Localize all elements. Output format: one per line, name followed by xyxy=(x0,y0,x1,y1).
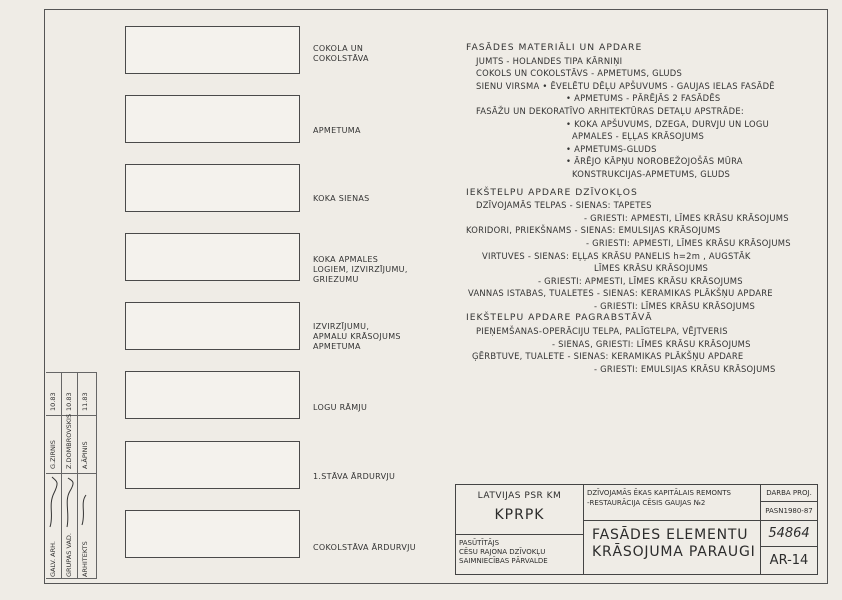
signature-role: GRUPAS VAD. xyxy=(65,532,73,577)
swatch-label: COKOLA UN COKOLSTĀVA xyxy=(313,44,369,63)
notes-line: DZĪVOJAMĀS TELPAS - SIENAS: TAPETES xyxy=(476,200,652,211)
project-line: DZĪVOJAMĀS ĒKAS KAPITĀLAIS REMONTS xyxy=(587,489,731,497)
notes-line: - GRIESTI: APMESTI, LĪMES KRĀSU KRĀSOJUMS xyxy=(584,212,789,223)
notes-heading: IEKŠTELPU APDARE DZĪVOKĻOS xyxy=(466,186,638,198)
signature-name: A.ĀPINIS xyxy=(81,441,89,469)
signature-name: Z.DOMBROVSKIS xyxy=(65,413,73,469)
notes-line: - GRIESTI: EMULSIJAS KRĀSU KRĀSOJUMS xyxy=(594,363,776,374)
notes-line: SIENU VIRSMA • ĒVELĒTU DĒĻU APŠUVUMS - GAUJAS IELAS FASĀDĒ xyxy=(476,80,775,91)
signature-role: ARHITEKTS xyxy=(81,541,89,577)
swatch-label: KOKA SIENAS xyxy=(313,194,370,203)
swatch-label: APMETUMA xyxy=(313,126,361,135)
swatch-label: COKOLSTĀVA ĀRDURVJU xyxy=(313,543,416,552)
drawing-title: KRĀSOJUMA PARAUGI xyxy=(592,544,756,560)
notes-line: APMALES - EĻĻAS KRĀSOJUMS xyxy=(572,131,705,142)
notes-line: COKOLS UN COKOLSTĀVS - APMETUMS, GLUDS xyxy=(476,68,683,79)
notes-line: • KOKA APŠUVUMS, DZEGA, DURVJU UN LOGU xyxy=(566,118,770,129)
signature-name: G.ZIRNIS xyxy=(49,440,57,469)
project-number: PASN1980-87 xyxy=(761,502,817,521)
signature-date: 10.83 xyxy=(65,392,73,411)
notes-line: • APMETUMS - PĀRĒJĀS 2 FASĀDĒS xyxy=(566,93,721,104)
title-block xyxy=(455,484,818,575)
signature-role: GALV. ARH. xyxy=(49,541,57,577)
org-code: KPRPK xyxy=(494,507,545,523)
notes-line: - GRIESTI: LĪMES KRĀSU KRĀSOJUMS xyxy=(594,300,756,311)
color-swatch-1-stava-durvis xyxy=(125,441,300,489)
swatch-label: IZVIRZĪJUMU, APMALU KRĀSOJUMS APMETUMA xyxy=(313,322,401,351)
notes-line: • ĀRĒJO KĀPŅU NOROBEŽOJOŠĀS MŪRA xyxy=(566,156,743,167)
swatch-label: KOKA APMALES LOGIEM, IZVIRZĪJUMU, GRIEZUMU xyxy=(313,255,408,284)
notes-line: PIEŅEMŠANAS-OPERĀCIJU TELPA, PALĪGTELPA, VĒJTVERIS xyxy=(476,326,728,337)
org-top: LATVIJAS PSR KM xyxy=(477,491,562,501)
notes-line: JUMTS - HOLANDES TIPA KĀRNIŅI xyxy=(476,55,623,66)
drawing-title: FASĀDES ELEMENTU xyxy=(592,527,749,543)
notes-heading: IEKŠTELPU APDARE PAGRABSTĀVĀ xyxy=(466,312,653,324)
color-swatch-izvirzijumi xyxy=(125,302,300,350)
notes-line: FASĀŽU UN DEKORATĪVO ARHITEKTŪRAS DETAĻU APSTRĀDE: xyxy=(476,105,744,116)
notes-line: KONSTRUKCIJAS-APMETUMS, GLUDS xyxy=(572,168,731,179)
project-line: -RESTAURĀCIJA CĒSIS GAUJAS №2 xyxy=(587,499,706,507)
color-swatch-koka-sienas xyxy=(125,164,300,212)
notes-line: - GRIESTI: APMESTI, LĪMES KRĀSU KRĀSOJUMS xyxy=(586,237,791,248)
project-cell xyxy=(584,485,761,521)
swatch-label: 1.STĀVA ĀRDURVJU xyxy=(313,472,396,481)
notes-line: - GRIESTI: APMESTI, LĪMES KRĀSU KRĀSOJUMS xyxy=(538,275,743,286)
signature-block xyxy=(46,372,97,579)
notes-line: KORIDORI, PRIEKŠNAMS - SIENAS: EMULSIJAS KRĀSOJUMS xyxy=(466,225,721,236)
client-cell xyxy=(456,535,584,574)
color-swatch-cokolstava-durvis xyxy=(125,510,300,558)
org-cell xyxy=(456,485,584,535)
stage-cell: DARBA PROJ. xyxy=(761,485,817,502)
color-swatch-koka-apmales xyxy=(125,233,300,281)
sheet-number: AR-14 xyxy=(769,553,809,568)
signature-date: 11.83 xyxy=(81,392,89,411)
notes-line: - SIENAS, GRIESTI: LĪMES KRĀSU KRĀSOJUMS xyxy=(552,338,751,349)
archive-number: 54864 xyxy=(761,521,817,547)
color-swatch-cokols xyxy=(125,26,300,74)
client-name: CĒSU RAJONA DZĪVOKĻU xyxy=(459,548,546,556)
swatch-label: LOGU RĀMJU xyxy=(313,403,368,412)
color-swatch-apmetums xyxy=(125,95,300,143)
client-label: PASŪTĪTĀJS xyxy=(459,539,500,547)
notes-line: VANNAS ISTABAS, TUALETES - SIENAS: KERAMIKAS PLĀKŠŅU APDARE xyxy=(468,288,773,299)
color-swatch-logu-ramji xyxy=(125,371,300,419)
notes-line: LĪMES KRĀSU KRĀSOJUMS xyxy=(594,263,709,274)
signature-date: 10.83 xyxy=(49,392,57,411)
drawing-title-cell xyxy=(584,521,761,574)
notes-line: VIRTUVES - SIENAS: EĻĻAS KRĀSU PANELIS h=2m , AUGSTĀK xyxy=(482,250,751,261)
notes-heading: FASĀDES MATERIĀLI UN APDARE xyxy=(466,42,643,53)
client-name: SAIMNIECĪBAS PĀRVALDE xyxy=(459,557,548,565)
notes-line: ĢĒRBTUVE, TUALETE - SIENAS: KERAMIKAS PLĀKŠŅU APDARE xyxy=(472,351,744,362)
handwritten-signature-mark xyxy=(46,475,96,531)
notes-line: • APMETUMS-GLUDS xyxy=(566,143,657,154)
materials-notes xyxy=(466,42,826,375)
